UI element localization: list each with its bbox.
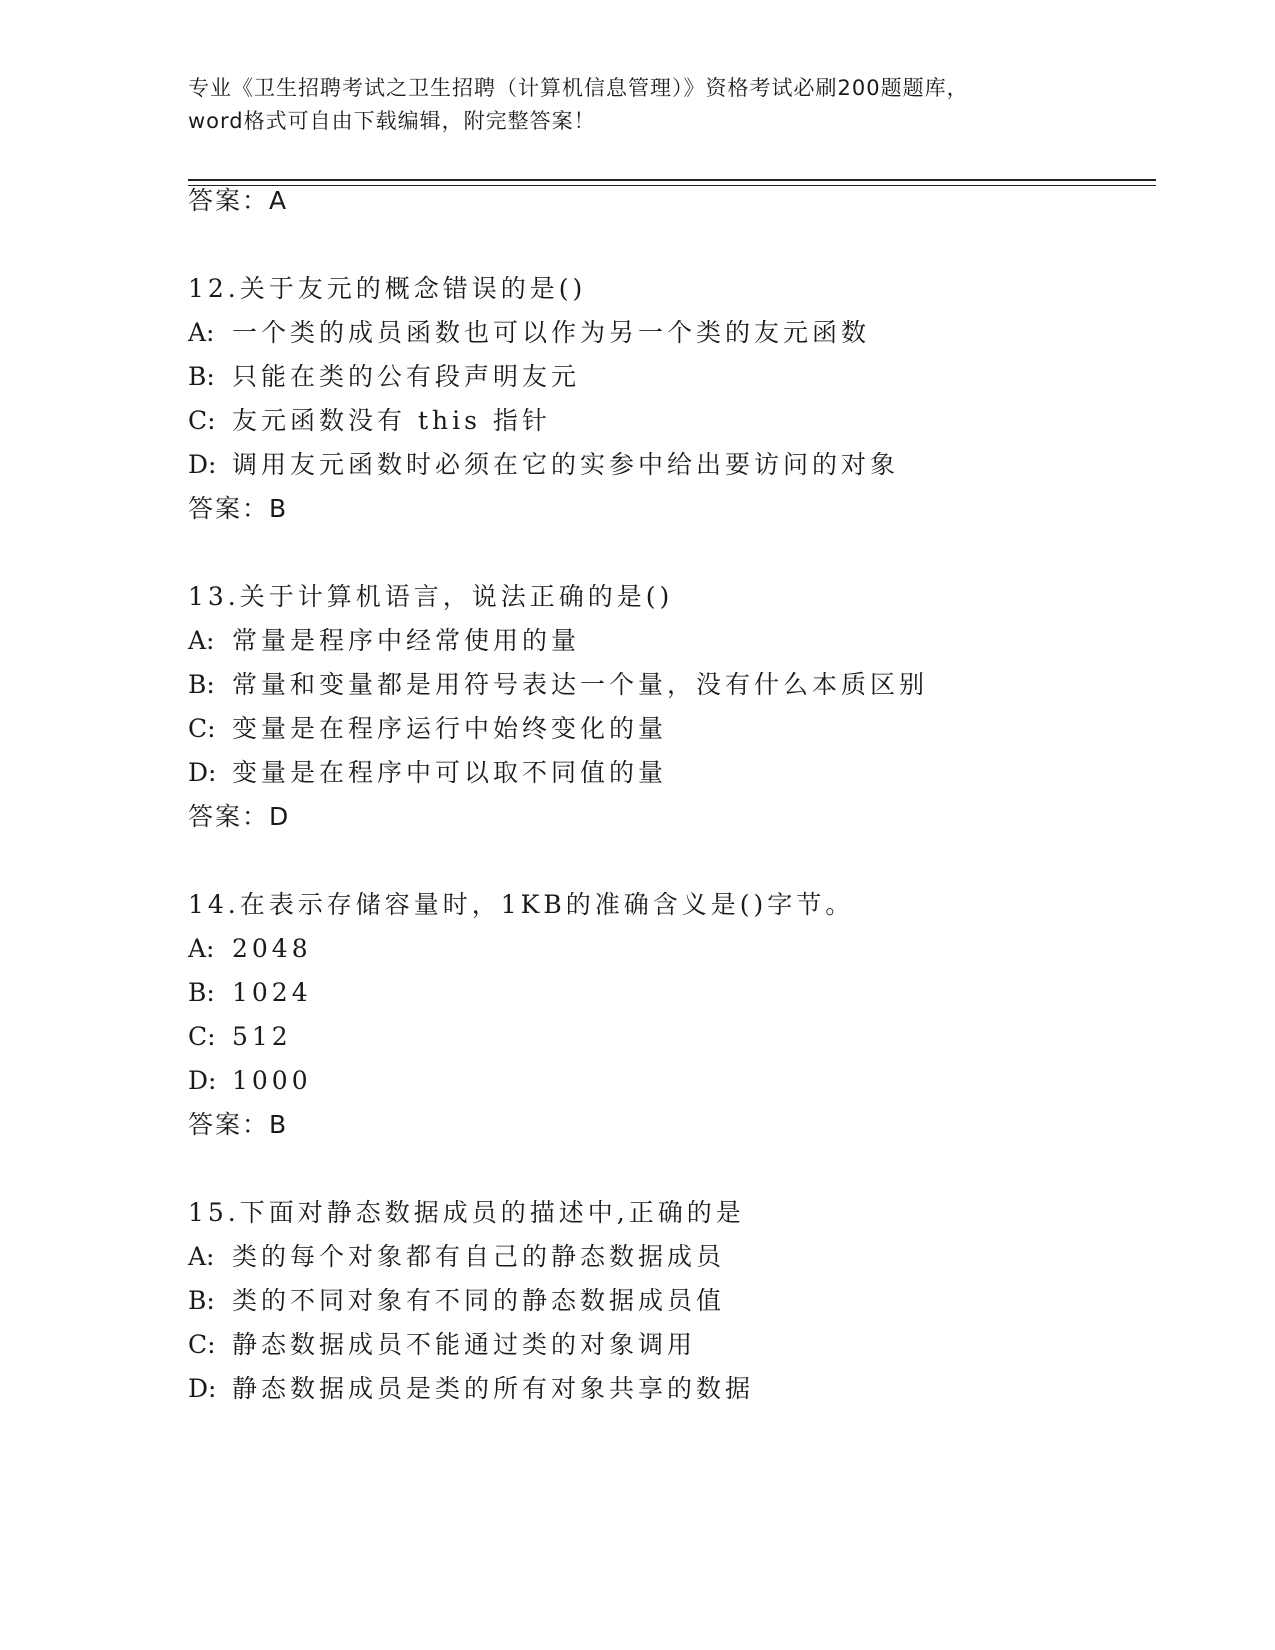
option-text: 类的每个对象都有自己的静态数据成员	[232, 1242, 726, 1271]
question-13-answer: 答案：D	[188, 802, 291, 831]
option-label: D:	[188, 758, 217, 787]
question-15-option-b	[188, 1286, 725, 1316]
option-label: A:	[188, 934, 215, 963]
question-13-option-d	[188, 758, 667, 788]
option-text: 变量是在程序运行中始终变化的量	[232, 714, 668, 743]
question-15-option-d	[188, 1374, 754, 1404]
question-12-option-b	[188, 362, 580, 392]
option-text: 1024	[232, 978, 312, 1007]
option-text: 一个类的成员函数也可以作为另一个类的友元函数	[232, 318, 871, 347]
question-14-stem: 14.在表示存储容量时，1KB的准确含义是()字节。	[188, 890, 855, 919]
option-label: C:	[188, 1022, 216, 1051]
option-label: B:	[188, 670, 215, 699]
answer-previous: 答案：A	[188, 186, 289, 215]
question-15-stem: 15.下面对静态数据成员的描述中,正确的是	[188, 1198, 745, 1227]
option-text: 常量是程序中经常使用的量	[232, 626, 581, 655]
option-text: 512	[232, 1022, 292, 1051]
question-12-option-d	[188, 450, 899, 480]
question-12-option-c	[188, 406, 551, 436]
option-label: C:	[188, 714, 216, 743]
option-text: 静态数据成员不能通过类的对象调用	[232, 1330, 697, 1359]
question-14-option-a	[188, 934, 312, 964]
header-divider-thin	[188, 185, 1156, 186]
option-label: B:	[188, 1286, 215, 1315]
option-label: C:	[188, 1330, 216, 1359]
header-line-2: word格式可自由下载编辑，附完整答案！	[188, 109, 596, 133]
option-label: D:	[188, 1066, 217, 1095]
option-label: D:	[188, 450, 217, 479]
option-text: 2048	[232, 934, 312, 963]
option-text: 变量是在程序中可以取不同值的量	[232, 758, 668, 787]
option-label: D:	[188, 1374, 217, 1403]
question-15-option-a	[188, 1242, 725, 1272]
option-text: 友元函数没有 this 指针	[232, 406, 551, 435]
option-text: 1000	[232, 1066, 312, 1095]
option-text: 常量和变量都是用符号表达一个量，没有什么本质区别	[232, 670, 929, 699]
question-15-option-c	[188, 1330, 696, 1360]
question-13-option-b	[188, 670, 928, 700]
question-13-option-a	[188, 626, 580, 656]
option-text: 调用友元函数时必须在它的实参中给出要访问的对象	[232, 450, 900, 479]
question-13-option-c	[188, 714, 667, 744]
question-12-stem: 12.关于友元的概念错误的是()	[188, 274, 587, 303]
option-label: A:	[188, 626, 215, 655]
option-label: A:	[188, 318, 215, 347]
document-header	[188, 72, 1128, 138]
header-line-1: 专业《卫生招聘考试之卫生招聘（计算机信息管理）》资格考试必刷200题题库，	[188, 76, 969, 100]
question-12-answer: 答案：B	[188, 494, 289, 523]
question-14-option-c	[188, 1022, 292, 1052]
option-label: B:	[188, 362, 215, 391]
option-label: B:	[188, 978, 215, 1007]
option-label: A:	[188, 1242, 215, 1271]
option-label: C:	[188, 406, 216, 435]
question-13-stem: 13.关于计算机语言，说法正确的是()	[188, 582, 674, 611]
question-14-option-b	[188, 978, 312, 1008]
option-text: 只能在类的公有段声明友元	[232, 362, 581, 391]
question-14-answer: 答案：B	[188, 1110, 289, 1139]
option-text: 静态数据成员是类的所有对象共享的数据	[232, 1374, 755, 1403]
question-14-option-d	[188, 1066, 312, 1096]
question-12-option-a	[188, 318, 870, 348]
header-divider-thick	[188, 179, 1156, 181]
option-text: 类的不同对象有不同的静态数据成员值	[232, 1286, 726, 1315]
